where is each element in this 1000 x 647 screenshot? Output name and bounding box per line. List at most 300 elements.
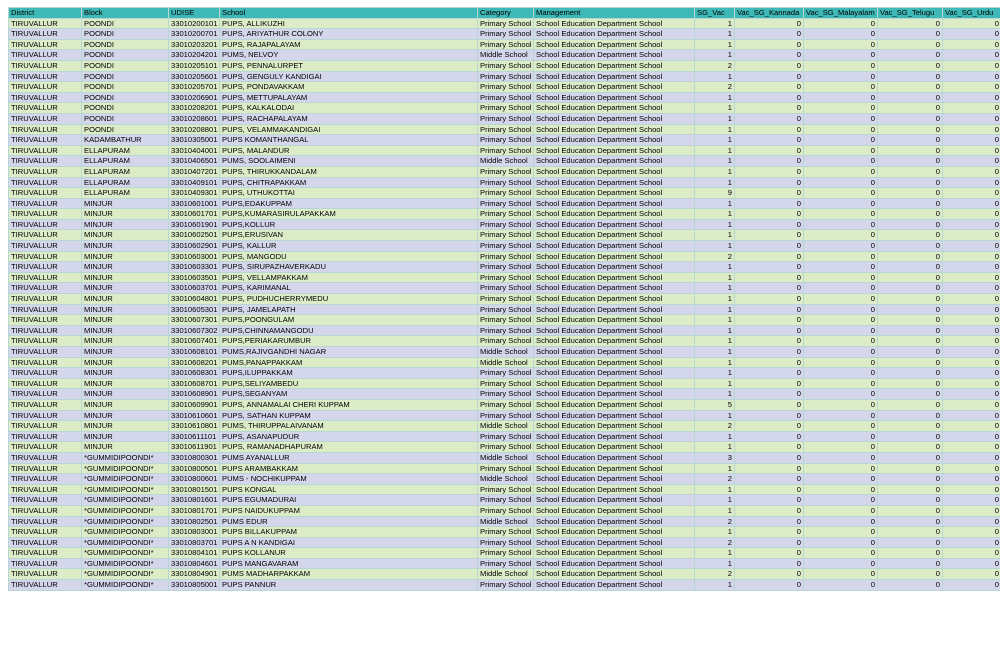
table-row[interactable]	[9, 294, 1000, 305]
udise-cell[interactable]: 33010804101	[169, 548, 220, 559]
column-header-sg-vac[interactable]: SG_Vac	[695, 8, 735, 19]
vac-sg-kannada-cell[interactable]: 0	[735, 82, 804, 93]
vac-sg-kannada-cell[interactable]: 0	[735, 410, 804, 421]
vac-sg-malayalam-cell[interactable]: 0	[804, 262, 878, 273]
vac-sg-kannada-cell[interactable]: 0	[735, 325, 804, 336]
vac-sg-kannada-cell[interactable]: 0	[735, 166, 804, 177]
vac-sg-urdu-cell[interactable]: 0	[943, 442, 1000, 453]
category-cell[interactable]: Primary School	[478, 29, 534, 40]
district-cell[interactable]: TIRUVALLUR	[9, 82, 82, 93]
management-cell[interactable]: School Education Department School	[534, 569, 695, 580]
vac-sg-urdu-cell[interactable]: 0	[943, 558, 1000, 569]
vac-sg-malayalam-cell[interactable]: 0	[804, 166, 878, 177]
category-cell[interactable]: Middle School	[478, 50, 534, 61]
category-cell[interactable]: Primary School	[478, 283, 534, 294]
district-cell[interactable]: TIRUVALLUR	[9, 569, 82, 580]
school-cell[interactable]: PUPS, KARIMANAL	[220, 283, 478, 294]
management-cell[interactable]: School Education Department School	[534, 18, 695, 29]
block-cell[interactable]: MINJUR	[82, 294, 169, 305]
vac-sg-kannada-cell[interactable]: 0	[735, 421, 804, 432]
vac-sg-kannada-cell[interactable]: 0	[735, 389, 804, 400]
vac-sg-kannada-cell[interactable]: 0	[735, 463, 804, 474]
sg-vac-cell[interactable]: 1	[695, 71, 735, 82]
udise-cell[interactable]: 33010607301	[169, 315, 220, 326]
vac-sg-telugu-cell[interactable]: 0	[878, 71, 943, 82]
vac-sg-urdu-cell[interactable]: 0	[943, 50, 1000, 61]
management-cell[interactable]: School Education Department School	[534, 452, 695, 463]
vac-sg-telugu-cell[interactable]: 0	[878, 484, 943, 495]
block-cell[interactable]: *GUMMIDIPOONDI*	[82, 537, 169, 548]
table-row[interactable]	[9, 145, 1000, 156]
block-cell[interactable]: POONDI	[82, 82, 169, 93]
udise-cell[interactable]: 33010609901	[169, 399, 220, 410]
school-cell[interactable]: PUPS EGUMADURAI	[220, 495, 478, 506]
district-cell[interactable]: TIRUVALLUR	[9, 399, 82, 410]
table-row[interactable]	[9, 29, 1000, 40]
sg-vac-cell[interactable]: 1	[695, 442, 735, 453]
school-cell[interactable]: PUMS,RAJIVGANDHI NAGAR	[220, 347, 478, 358]
block-cell[interactable]: MINJUR	[82, 368, 169, 379]
category-cell[interactable]: Primary School	[478, 431, 534, 442]
block-cell[interactable]: MINJUR	[82, 315, 169, 326]
udise-cell[interactable]: 33010803001	[169, 527, 220, 538]
block-cell[interactable]: MINJUR	[82, 431, 169, 442]
vac-sg-urdu-cell[interactable]: 0	[943, 399, 1000, 410]
block-cell[interactable]: *GUMMIDIPOONDI*	[82, 474, 169, 485]
table-row[interactable]	[9, 82, 1000, 93]
management-cell[interactable]: School Education Department School	[534, 71, 695, 82]
district-cell[interactable]: TIRUVALLUR	[9, 272, 82, 283]
district-cell[interactable]: TIRUVALLUR	[9, 29, 82, 40]
sg-vac-cell[interactable]: 1	[695, 219, 735, 230]
sg-vac-cell[interactable]: 1	[695, 315, 735, 326]
column-header-vac-sg-malayalam[interactable]: Vac_SG_Malayalam	[804, 8, 878, 19]
category-cell[interactable]: Middle School	[478, 357, 534, 368]
school-cell[interactable]: PUPS, UTHUKOTTAI	[220, 188, 478, 199]
vac-sg-telugu-cell[interactable]: 0	[878, 558, 943, 569]
vac-sg-urdu-cell[interactable]: 0	[943, 71, 1000, 82]
vac-sg-telugu-cell[interactable]: 0	[878, 241, 943, 252]
vac-sg-malayalam-cell[interactable]: 0	[804, 18, 878, 29]
vac-sg-urdu-cell[interactable]: 0	[943, 92, 1000, 103]
vac-sg-urdu-cell[interactable]: 0	[943, 124, 1000, 135]
management-cell[interactable]: School Education Department School	[534, 463, 695, 474]
table-row[interactable]	[9, 336, 1000, 347]
management-cell[interactable]: School Education Department School	[534, 548, 695, 559]
table-row[interactable]	[9, 304, 1000, 315]
vac-sg-malayalam-cell[interactable]: 0	[804, 516, 878, 527]
table-row[interactable]	[9, 124, 1000, 135]
vac-sg-malayalam-cell[interactable]: 0	[804, 29, 878, 40]
district-cell[interactable]: TIRUVALLUR	[9, 230, 82, 241]
district-cell[interactable]: TIRUVALLUR	[9, 50, 82, 61]
vac-sg-telugu-cell[interactable]: 0	[878, 124, 943, 135]
management-cell[interactable]: School Education Department School	[534, 92, 695, 103]
district-cell[interactable]: TIRUVALLUR	[9, 495, 82, 506]
column-header-vac-sg-kannada[interactable]: Vac_SG_Kannada	[735, 8, 804, 19]
table-row[interactable]	[9, 262, 1000, 273]
udise-cell[interactable]: 33010602901	[169, 241, 220, 252]
table-row[interactable]	[9, 177, 1000, 188]
school-cell[interactable]: PUPS, RAMANADHAPURAM	[220, 442, 478, 453]
vac-sg-kannada-cell[interactable]: 0	[735, 71, 804, 82]
udise-cell[interactable]: 33010603501	[169, 272, 220, 283]
table-row[interactable]	[9, 516, 1000, 527]
column-header-school[interactable]: School	[220, 8, 478, 19]
vac-sg-malayalam-cell[interactable]: 0	[804, 283, 878, 294]
vac-sg-urdu-cell[interactable]: 0	[943, 29, 1000, 40]
vac-sg-urdu-cell[interactable]: 0	[943, 209, 1000, 220]
vac-sg-urdu-cell[interactable]: 0	[943, 198, 1000, 209]
block-cell[interactable]: *GUMMIDIPOONDI*	[82, 505, 169, 516]
school-cell[interactable]: PUMS, SOOLAIMENI	[220, 156, 478, 167]
vac-sg-malayalam-cell[interactable]: 0	[804, 336, 878, 347]
table-row[interactable]	[9, 495, 1000, 506]
table-row[interactable]	[9, 474, 1000, 485]
vac-sg-malayalam-cell[interactable]: 0	[804, 156, 878, 167]
block-cell[interactable]: MINJUR	[82, 357, 169, 368]
table-row[interactable]	[9, 505, 1000, 516]
block-cell[interactable]: MINJUR	[82, 251, 169, 262]
management-cell[interactable]: School Education Department School	[534, 315, 695, 326]
block-cell[interactable]: MINJUR	[82, 230, 169, 241]
udise-cell[interactable]: 33010406501	[169, 156, 220, 167]
category-cell[interactable]: Primary School	[478, 558, 534, 569]
district-cell[interactable]: TIRUVALLUR	[9, 558, 82, 569]
management-cell[interactable]: School Education Department School	[534, 558, 695, 569]
table-row[interactable]	[9, 219, 1000, 230]
vac-sg-urdu-cell[interactable]: 0	[943, 474, 1000, 485]
category-cell[interactable]: Primary School	[478, 378, 534, 389]
vac-sg-kannada-cell[interactable]: 0	[735, 156, 804, 167]
vac-sg-kannada-cell[interactable]: 0	[735, 304, 804, 315]
category-cell[interactable]: Middle School	[478, 474, 534, 485]
district-cell[interactable]: TIRUVALLUR	[9, 103, 82, 114]
block-cell[interactable]: ELLAPURAM	[82, 177, 169, 188]
sg-vac-cell[interactable]: 2	[695, 82, 735, 93]
category-cell[interactable]: Primary School	[478, 304, 534, 315]
vac-sg-kannada-cell[interactable]: 0	[735, 378, 804, 389]
sg-vac-cell[interactable]: 1	[695, 230, 735, 241]
vac-sg-urdu-cell[interactable]: 0	[943, 421, 1000, 432]
category-cell[interactable]: Middle School	[478, 569, 534, 580]
school-cell[interactable]: PUPS,SELIYAMBEDU	[220, 378, 478, 389]
category-cell[interactable]: Primary School	[478, 325, 534, 336]
sg-vac-cell[interactable]: 1	[695, 304, 735, 315]
management-cell[interactable]: School Education Department School	[534, 495, 695, 506]
vac-sg-kannada-cell[interactable]: 0	[735, 251, 804, 262]
udise-cell[interactable]: 33010607401	[169, 336, 220, 347]
vac-sg-urdu-cell[interactable]: 0	[943, 145, 1000, 156]
category-cell[interactable]: Primary School	[478, 527, 534, 538]
management-cell[interactable]: School Education Department School	[534, 399, 695, 410]
vac-sg-malayalam-cell[interactable]: 0	[804, 188, 878, 199]
udise-cell[interactable]: 33010205701	[169, 82, 220, 93]
category-cell[interactable]: Primary School	[478, 410, 534, 421]
vac-sg-kannada-cell[interactable]: 0	[735, 219, 804, 230]
vac-sg-telugu-cell[interactable]: 0	[878, 474, 943, 485]
vac-sg-telugu-cell[interactable]: 0	[878, 177, 943, 188]
sg-vac-cell[interactable]: 1	[695, 357, 735, 368]
school-cell[interactable]: PUPS,KOLLUR	[220, 219, 478, 230]
management-cell[interactable]: School Education Department School	[534, 474, 695, 485]
udise-cell[interactable]: 33010208801	[169, 124, 220, 135]
sg-vac-cell[interactable]: 1	[695, 272, 735, 283]
udise-cell[interactable]: 33010611101	[169, 431, 220, 442]
udise-cell[interactable]: 33010603701	[169, 283, 220, 294]
district-cell[interactable]: TIRUVALLUR	[9, 484, 82, 495]
district-cell[interactable]: TIRUVALLUR	[9, 262, 82, 273]
category-cell[interactable]: Primary School	[478, 82, 534, 93]
vac-sg-kannada-cell[interactable]: 0	[735, 357, 804, 368]
school-cell[interactable]: PUPS, ALLIKUZHI	[220, 18, 478, 29]
category-cell[interactable]: Primary School	[478, 495, 534, 506]
vac-sg-urdu-cell[interactable]: 0	[943, 569, 1000, 580]
district-cell[interactable]: TIRUVALLUR	[9, 452, 82, 463]
block-cell[interactable]: *GUMMIDIPOONDI*	[82, 516, 169, 527]
sg-vac-cell[interactable]: 1	[695, 336, 735, 347]
district-cell[interactable]: TIRUVALLUR	[9, 347, 82, 358]
block-cell[interactable]: MINJUR	[82, 442, 169, 453]
block-cell[interactable]: POONDI	[82, 71, 169, 82]
udise-cell[interactable]: 33010801601	[169, 495, 220, 506]
block-cell[interactable]: POONDI	[82, 113, 169, 124]
column-header-block[interactable]: Block	[82, 8, 169, 19]
management-cell[interactable]: School Education Department School	[534, 357, 695, 368]
sg-vac-cell[interactable]: 1	[695, 209, 735, 220]
vac-sg-urdu-cell[interactable]: 0	[943, 135, 1000, 146]
block-cell[interactable]: POONDI	[82, 29, 169, 40]
vac-sg-telugu-cell[interactable]: 0	[878, 431, 943, 442]
vac-sg-malayalam-cell[interactable]: 0	[804, 82, 878, 93]
vac-sg-malayalam-cell[interactable]: 0	[804, 378, 878, 389]
sg-vac-cell[interactable]: 1	[695, 431, 735, 442]
vac-sg-malayalam-cell[interactable]: 0	[804, 368, 878, 379]
vac-sg-kannada-cell[interactable]: 0	[735, 431, 804, 442]
table-row[interactable]	[9, 60, 1000, 71]
udise-cell[interactable]: 33010608301	[169, 368, 220, 379]
sg-vac-cell[interactable]: 1	[695, 113, 735, 124]
udise-cell[interactable]: 33010605301	[169, 304, 220, 315]
district-cell[interactable]: TIRUVALLUR	[9, 219, 82, 230]
vac-sg-kannada-cell[interactable]: 0	[735, 315, 804, 326]
category-cell[interactable]: Middle School	[478, 347, 534, 358]
school-cell[interactable]: PUPS, VELAMMAKANDIGAI	[220, 124, 478, 135]
sg-vac-cell[interactable]: 2	[695, 569, 735, 580]
management-cell[interactable]: School Education Department School	[534, 29, 695, 40]
sg-vac-cell[interactable]: 1	[695, 18, 735, 29]
district-cell[interactable]: TIRUVALLUR	[9, 135, 82, 146]
category-cell[interactable]: Middle School	[478, 452, 534, 463]
category-cell[interactable]: Middle School	[478, 516, 534, 527]
udise-cell[interactable]: 33010603301	[169, 262, 220, 273]
vac-sg-kannada-cell[interactable]: 0	[735, 368, 804, 379]
vac-sg-telugu-cell[interactable]: 0	[878, 29, 943, 40]
table-row[interactable]	[9, 135, 1000, 146]
vac-sg-urdu-cell[interactable]: 0	[943, 495, 1000, 506]
district-cell[interactable]: TIRUVALLUR	[9, 92, 82, 103]
category-cell[interactable]: Primary School	[478, 230, 534, 241]
vac-sg-kannada-cell[interactable]: 0	[735, 548, 804, 559]
column-header-vac-sg-urdu[interactable]: Vac_SG_Urdu	[943, 8, 1000, 19]
district-cell[interactable]: TIRUVALLUR	[9, 39, 82, 50]
table-row[interactable]	[9, 251, 1000, 262]
school-cell[interactable]: PUPS, PUDHUCHERRYMEDU	[220, 294, 478, 305]
sg-vac-cell[interactable]: 2	[695, 251, 735, 262]
school-cell[interactable]: PUPS,SEGANYAM	[220, 389, 478, 400]
block-cell[interactable]: MINJUR	[82, 241, 169, 252]
sg-vac-cell[interactable]: 1	[695, 92, 735, 103]
vac-sg-telugu-cell[interactable]: 0	[878, 442, 943, 453]
district-cell[interactable]: TIRUVALLUR	[9, 442, 82, 453]
udise-cell[interactable]: 33010208601	[169, 113, 220, 124]
vac-sg-telugu-cell[interactable]: 0	[878, 580, 943, 591]
sg-vac-cell[interactable]: 1	[695, 103, 735, 114]
vac-sg-kannada-cell[interactable]: 0	[735, 18, 804, 29]
vac-sg-urdu-cell[interactable]: 0	[943, 452, 1000, 463]
management-cell[interactable]: School Education Department School	[534, 241, 695, 252]
table-row[interactable]	[9, 558, 1000, 569]
school-cell[interactable]: PUPS, MALANDUR	[220, 145, 478, 156]
vac-sg-kannada-cell[interactable]: 0	[735, 283, 804, 294]
school-cell[interactable]: PUPS,KUMARASIRULAPAKKAM	[220, 209, 478, 220]
category-cell[interactable]: Primary School	[478, 389, 534, 400]
vac-sg-kannada-cell[interactable]: 0	[735, 399, 804, 410]
school-cell[interactable]: PUPS, SIRUPAZHAVERKADU	[220, 262, 478, 273]
udise-cell[interactable]: 33010409301	[169, 188, 220, 199]
category-cell[interactable]: Primary School	[478, 71, 534, 82]
table-row[interactable]	[9, 283, 1000, 294]
table-row[interactable]	[9, 368, 1000, 379]
category-cell[interactable]: Primary School	[478, 315, 534, 326]
vac-sg-kannada-cell[interactable]: 0	[735, 569, 804, 580]
vac-sg-telugu-cell[interactable]: 0	[878, 452, 943, 463]
vac-sg-urdu-cell[interactable]: 0	[943, 39, 1000, 50]
vac-sg-telugu-cell[interactable]: 0	[878, 516, 943, 527]
column-header-udise[interactable]: UDISE	[169, 8, 220, 19]
vac-sg-malayalam-cell[interactable]: 0	[804, 389, 878, 400]
district-cell[interactable]: TIRUVALLUR	[9, 325, 82, 336]
block-cell[interactable]: MINJUR	[82, 272, 169, 283]
sg-vac-cell[interactable]: 2	[695, 421, 735, 432]
school-cell[interactable]: PUPS, METTUPALAYAM	[220, 92, 478, 103]
vac-sg-malayalam-cell[interactable]: 0	[804, 241, 878, 252]
district-cell[interactable]: TIRUVALLUR	[9, 188, 82, 199]
vac-sg-kannada-cell[interactable]: 0	[735, 516, 804, 527]
vac-sg-telugu-cell[interactable]: 0	[878, 294, 943, 305]
block-cell[interactable]: POONDI	[82, 103, 169, 114]
udise-cell[interactable]: 33010404001	[169, 145, 220, 156]
management-cell[interactable]: School Education Department School	[534, 505, 695, 516]
vac-sg-malayalam-cell[interactable]: 0	[804, 442, 878, 453]
category-cell[interactable]: Primary School	[478, 219, 534, 230]
school-cell[interactable]: PUPS,PERIAKARUMBUR	[220, 336, 478, 347]
vac-sg-malayalam-cell[interactable]: 0	[804, 124, 878, 135]
vac-sg-malayalam-cell[interactable]: 0	[804, 103, 878, 114]
sg-vac-cell[interactable]: 9	[695, 188, 735, 199]
vac-sg-kannada-cell[interactable]: 0	[735, 50, 804, 61]
vac-sg-malayalam-cell[interactable]: 0	[804, 580, 878, 591]
district-cell[interactable]: TIRUVALLUR	[9, 156, 82, 167]
category-cell[interactable]: Primary School	[478, 484, 534, 495]
table-row[interactable]	[9, 272, 1000, 283]
table-row[interactable]	[9, 399, 1000, 410]
sg-vac-cell[interactable]: 1	[695, 325, 735, 336]
vac-sg-malayalam-cell[interactable]: 0	[804, 357, 878, 368]
udise-cell[interactable]: 33010800501	[169, 463, 220, 474]
sg-vac-cell[interactable]: 1	[695, 166, 735, 177]
table-row[interactable]	[9, 71, 1000, 82]
vac-sg-kannada-cell[interactable]: 0	[735, 188, 804, 199]
vac-sg-urdu-cell[interactable]: 0	[943, 241, 1000, 252]
table-row[interactable]	[9, 463, 1000, 474]
vac-sg-malayalam-cell[interactable]: 0	[804, 219, 878, 230]
block-cell[interactable]: *GUMMIDIPOONDI*	[82, 558, 169, 569]
district-cell[interactable]: TIRUVALLUR	[9, 410, 82, 421]
vac-sg-telugu-cell[interactable]: 0	[878, 103, 943, 114]
school-cell[interactable]: PUMS, THIRUPPALAIVANAM	[220, 421, 478, 432]
vac-sg-kannada-cell[interactable]: 0	[735, 198, 804, 209]
vac-sg-urdu-cell[interactable]: 0	[943, 389, 1000, 400]
vac-sg-urdu-cell[interactable]: 0	[943, 378, 1000, 389]
management-cell[interactable]: School Education Department School	[534, 219, 695, 230]
district-cell[interactable]: TIRUVALLUR	[9, 505, 82, 516]
category-cell[interactable]: Primary School	[478, 262, 534, 273]
vac-sg-telugu-cell[interactable]: 0	[878, 188, 943, 199]
management-cell[interactable]: School Education Department School	[534, 325, 695, 336]
udise-cell[interactable]: 33010805001	[169, 580, 220, 591]
table-row[interactable]	[9, 548, 1000, 559]
vac-sg-malayalam-cell[interactable]: 0	[804, 399, 878, 410]
vac-sg-urdu-cell[interactable]: 0	[943, 347, 1000, 358]
vac-sg-malayalam-cell[interactable]: 0	[804, 251, 878, 262]
sg-vac-cell[interactable]: 1	[695, 177, 735, 188]
management-cell[interactable]: School Education Department School	[534, 389, 695, 400]
vac-sg-kannada-cell[interactable]: 0	[735, 294, 804, 305]
management-cell[interactable]: School Education Department School	[534, 145, 695, 156]
table-row[interactable]	[9, 537, 1000, 548]
category-cell[interactable]: Middle School	[478, 421, 534, 432]
vac-sg-kannada-cell[interactable]: 0	[735, 336, 804, 347]
vac-sg-kannada-cell[interactable]: 0	[735, 495, 804, 506]
block-cell[interactable]: MINJUR	[82, 262, 169, 273]
vac-sg-telugu-cell[interactable]: 0	[878, 113, 943, 124]
district-cell[interactable]: TIRUVALLUR	[9, 463, 82, 474]
management-cell[interactable]: School Education Department School	[534, 516, 695, 527]
vac-sg-urdu-cell[interactable]: 0	[943, 251, 1000, 262]
management-cell[interactable]: School Education Department School	[534, 527, 695, 538]
block-cell[interactable]: MINJUR	[82, 421, 169, 432]
table-row[interactable]	[9, 39, 1000, 50]
vac-sg-telugu-cell[interactable]: 0	[878, 166, 943, 177]
vac-sg-kannada-cell[interactable]: 0	[735, 92, 804, 103]
vac-sg-telugu-cell[interactable]: 0	[878, 209, 943, 220]
block-cell[interactable]: *GUMMIDIPOONDI*	[82, 495, 169, 506]
district-cell[interactable]: TIRUVALLUR	[9, 124, 82, 135]
vac-sg-urdu-cell[interactable]: 0	[943, 368, 1000, 379]
column-header-district[interactable]: District	[9, 8, 82, 19]
block-cell[interactable]: *GUMMIDIPOONDI*	[82, 527, 169, 538]
block-cell[interactable]: ELLAPURAM	[82, 145, 169, 156]
sg-vac-cell[interactable]: 1	[695, 262, 735, 273]
sg-vac-cell[interactable]: 1	[695, 124, 735, 135]
district-cell[interactable]: TIRUVALLUR	[9, 474, 82, 485]
school-cell[interactable]: PUMS - NOCHIKUPPAM	[220, 474, 478, 485]
management-cell[interactable]: School Education Department School	[534, 336, 695, 347]
vac-sg-kannada-cell[interactable]: 0	[735, 241, 804, 252]
category-cell[interactable]: Primary School	[478, 124, 534, 135]
vac-sg-telugu-cell[interactable]: 0	[878, 325, 943, 336]
